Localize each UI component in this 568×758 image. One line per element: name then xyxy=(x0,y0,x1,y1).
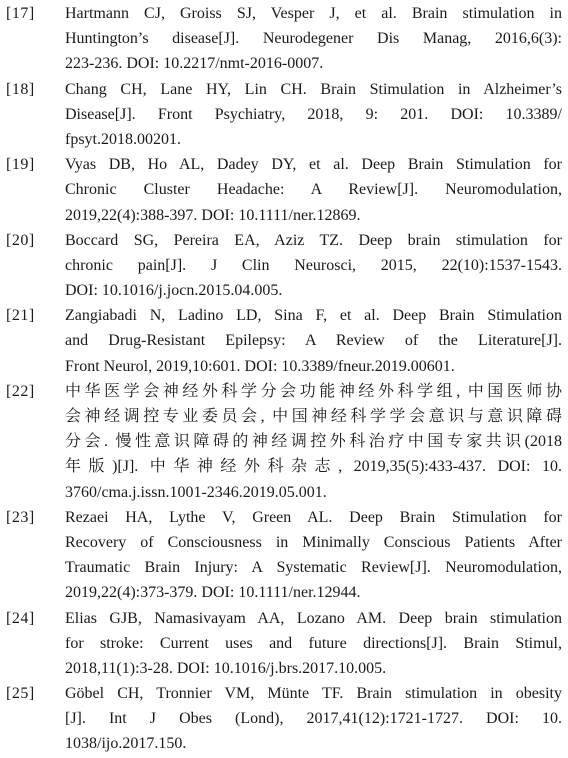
reference-text-line: Elias GJB, Namasivayam AA, Lozano AM. Deep brain stimulation xyxy=(65,609,562,627)
reference-text-line: Recovery of Consciousness in Minimally Conscious Patients After xyxy=(65,533,562,551)
reference-number: [23] xyxy=(6,508,35,526)
reference-text-line: for stroke: Current uses and future directions[J]. Brain Stimul, xyxy=(65,634,562,652)
reference-text-line: 中华医学会神经外科学分会功能神经外科学组, 中国医师协 xyxy=(65,382,562,400)
reference-text-line: fpsyt.2018.00201. xyxy=(65,130,181,148)
reference-number: [25] xyxy=(6,685,35,703)
reference-text-line: Rezaei HA, Lythe V, Green AL. Deep Brain Stimulation for xyxy=(65,508,562,526)
reference-20 xyxy=(6,228,562,304)
reference-text-line: Göbel CH, Tronnier VM, Münte TF. Brain stimulation in obesity xyxy=(65,685,562,703)
reference-list xyxy=(6,1,562,757)
reference-text-line: Traumatic Brain Injury: A Systematic Review[J]. Neuromodulation, xyxy=(65,559,562,577)
reference-text-line: 年版)[J]. 中华神经外科杂志, 2019,35(5):433-437. DOI: 10. xyxy=(65,458,562,476)
reference-number: [19] xyxy=(6,156,35,174)
reference-text-line: 2018,11(1):3-28. DOI: 10.1016/j.brs.2017.10.005. xyxy=(65,659,387,677)
reference-text-line: 分会. 慢性意识障碍的神经调控外科治疗中国专家共识(2018 xyxy=(65,433,562,451)
reference-text-line: 223-236. DOI: 10.2217/nmt-2016-0007. xyxy=(65,55,324,73)
reference-number: [24] xyxy=(6,609,35,627)
reference-text-line: Huntington’s disease[J]. Neurodegener Dis Manag, 2016,6(3): xyxy=(65,30,562,48)
reference-text-line: and Drug-Resistant Epilepsy: A Review of the Literature[J]. xyxy=(65,332,562,350)
reference-text-line: chronic pain[J]. J Clin Neurosci, 2015, 22(10):1537-1543. xyxy=(65,256,562,274)
reference-text-line: 会神经调控专业委员会, 中国神经科学学会意识与意识障碍 xyxy=(65,408,562,425)
reference-text-line: 2019,22(4):388-397. DOI: 10.1111/ner.12869. xyxy=(65,206,361,224)
reference-text-line: DOI: 10.1016/j.jocn.2015.04.005. xyxy=(65,282,283,300)
reference-22 xyxy=(6,379,562,505)
reference-number: [22] xyxy=(6,382,35,400)
reference-text-line: Zangiabadi N, Ladino LD, Sina F, et al. Deep Brain Stimulation xyxy=(65,307,562,325)
reference-text-line: 2019,22(4):373-379. DOI: 10.1111/ner.12944. xyxy=(65,584,361,602)
reference-text-line: Boccard SG, Pereira EA, Aziz TZ. Deep brain stimulation for xyxy=(65,231,562,249)
reference-text-line: Disease[J]. Front Psychiatry, 2018, 9: 201. DOI: 10.3389/ xyxy=(65,105,562,123)
reference-23 xyxy=(6,505,562,606)
reference-17 xyxy=(6,1,562,77)
reference-text-line: Hartmann CJ, Groiss SJ, Vesper J, et al. Brain stimulation in xyxy=(65,5,562,22)
reference-19 xyxy=(6,152,562,228)
reference-18 xyxy=(6,77,562,153)
reference-text-line: 1038/ijo.2017.150. xyxy=(65,735,187,753)
reference-text-line: Chronic Cluster Headache: A Review[J]. Neuromodulation, xyxy=(65,181,562,199)
reference-text-line: Vyas DB, Ho AL, Dadey DY, et al. Deep Brain Stimulation for xyxy=(65,156,562,174)
reference-24 xyxy=(6,606,562,682)
reference-21 xyxy=(6,303,562,379)
reference-number: [18] xyxy=(6,80,35,98)
reference-number: [21] xyxy=(6,307,35,325)
reference-text-line: [J]. Int J Obes (Lond), 2017,41(12):1721-1727. DOI: 10. xyxy=(65,710,562,728)
reference-25 xyxy=(6,681,562,757)
reference-text-line: 3760/cma.j.issn.1001-2346.2019.05.001. xyxy=(65,483,327,501)
reference-number: [20] xyxy=(6,231,35,249)
reference-text-line: Chang CH, Lane HY, Lin CH. Brain Stimulation in Alzheimer’s xyxy=(65,80,562,98)
reference-text-line: Front Neurol, 2019,10:601. DOI: 10.3389/fneur.2019.00601. xyxy=(65,357,455,375)
reference-number: [17] xyxy=(6,5,35,22)
